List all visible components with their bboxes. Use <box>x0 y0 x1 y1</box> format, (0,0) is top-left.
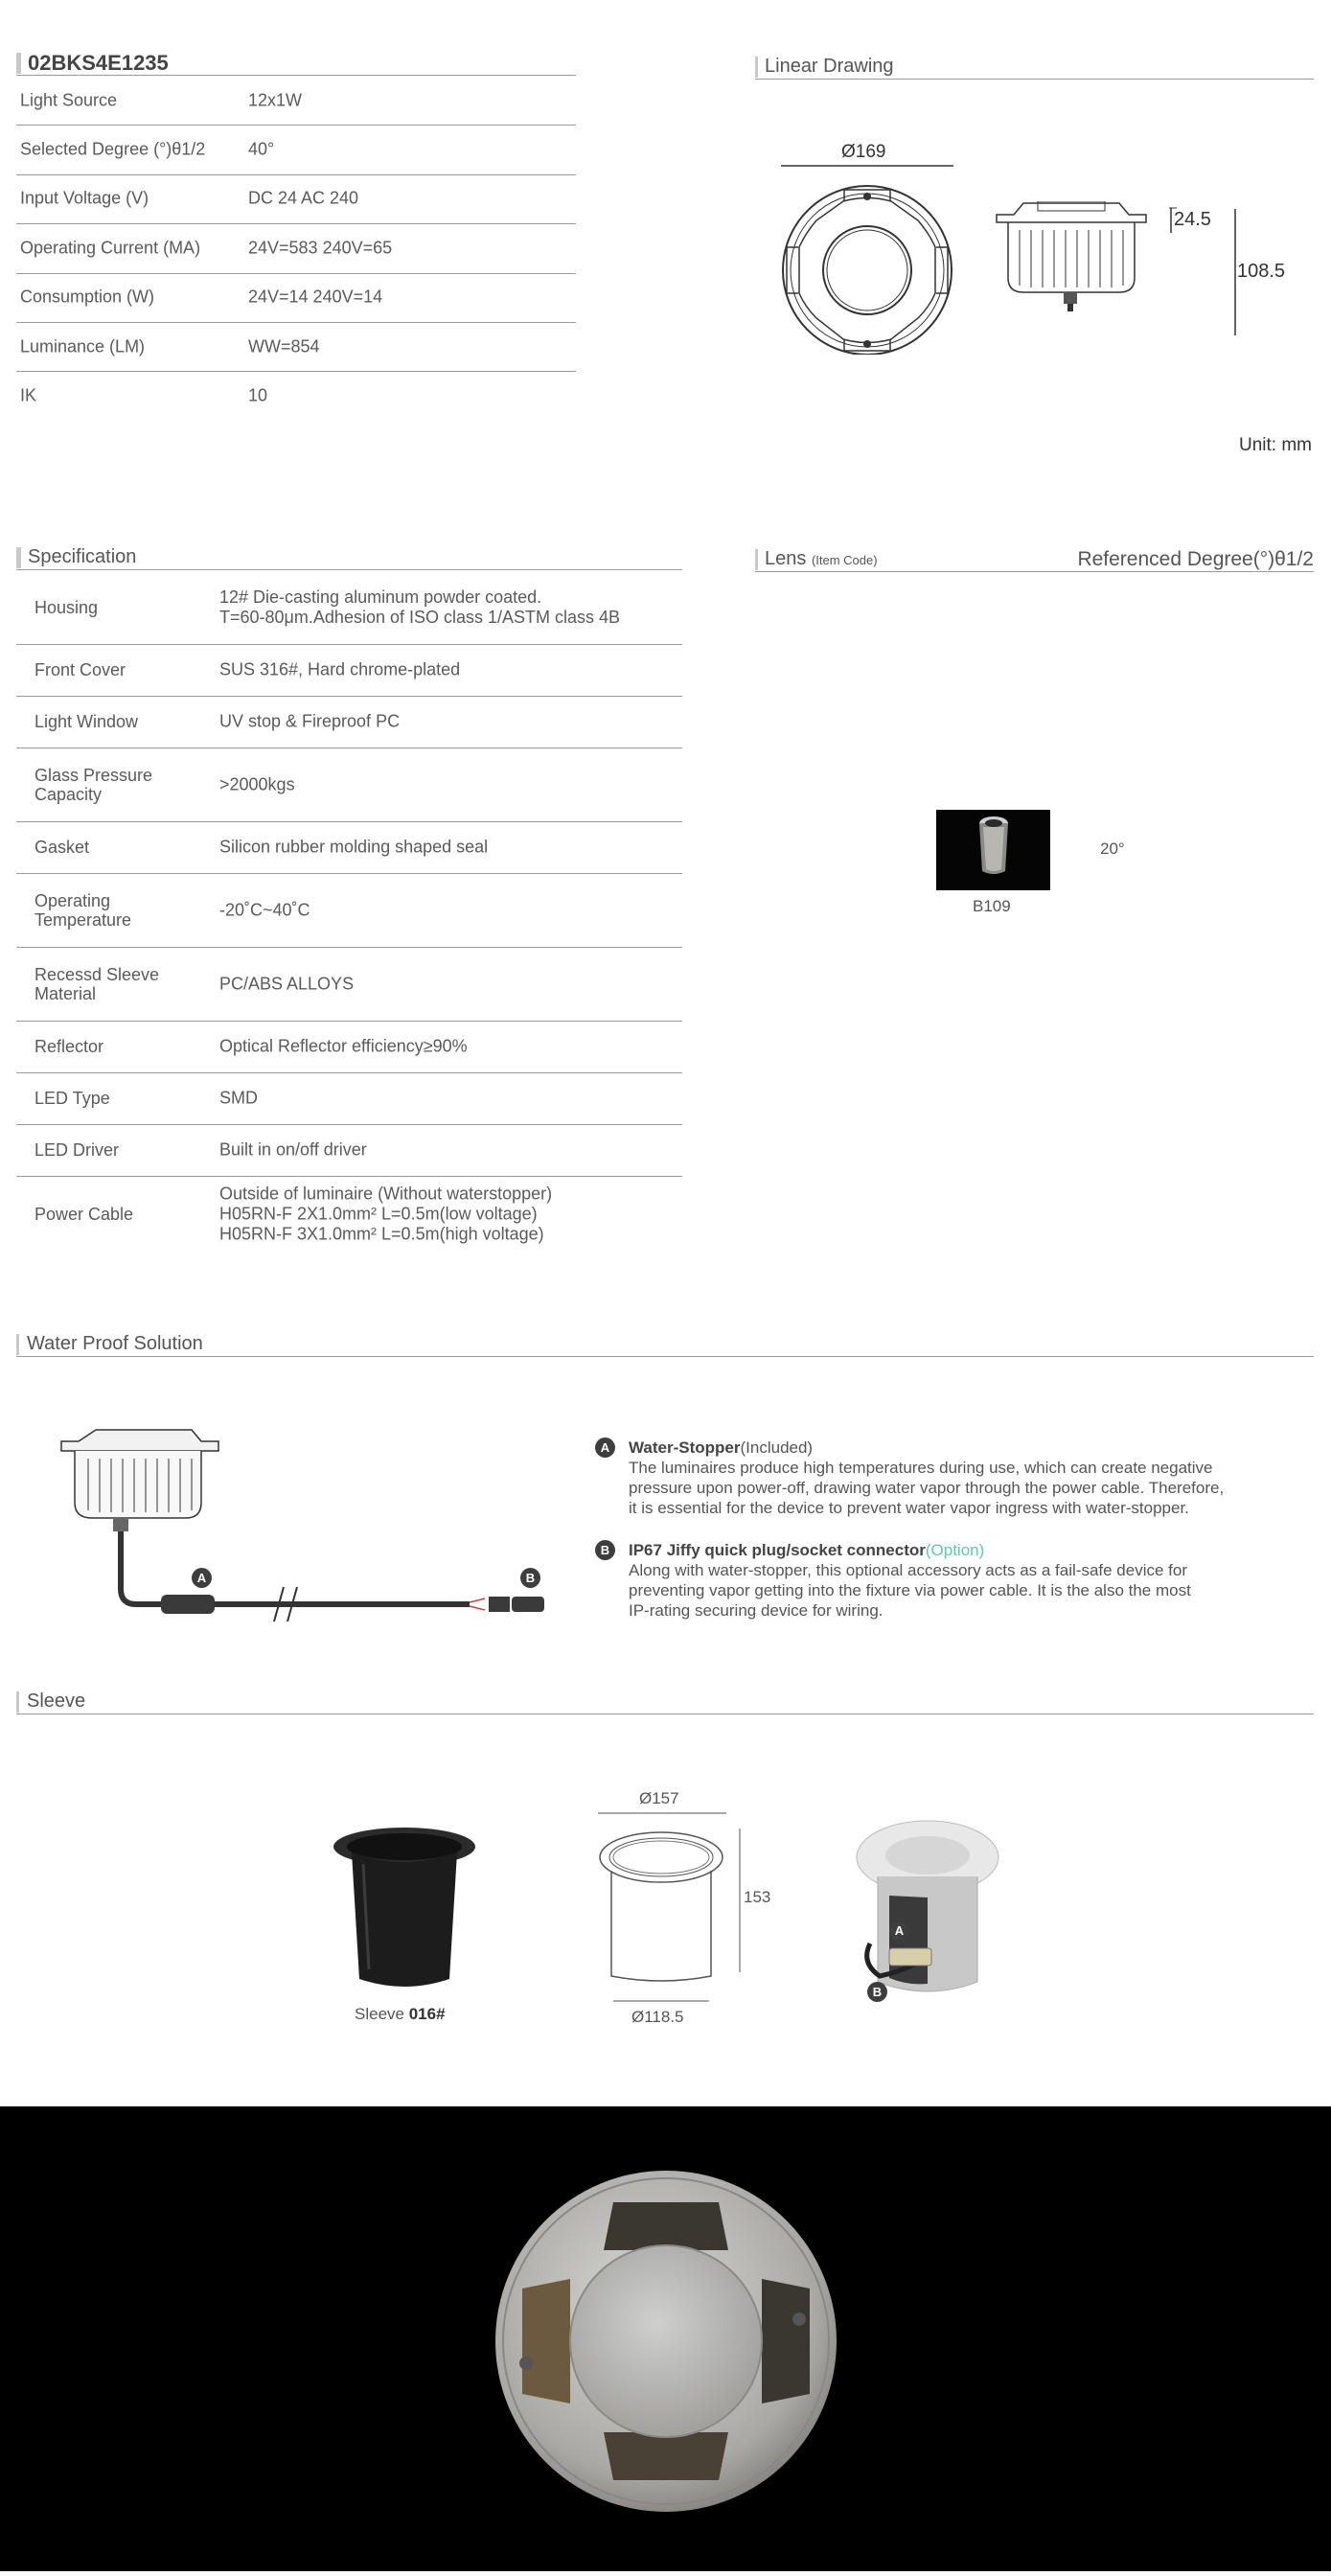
spec-label: IK <box>20 385 37 405</box>
specification-value <box>219 587 620 628</box>
specification-row <box>16 696 682 748</box>
unit-label: Unit: mm <box>1239 435 1312 455</box>
specification-row <box>16 821 682 874</box>
specification-label: Glass Pressure Capacity <box>34 765 153 804</box>
spec-row <box>16 322 576 372</box>
spec-label: Luminance (LM) <box>20 336 146 356</box>
sleeve-drawing <box>594 1811 767 2003</box>
sleeve-header <box>16 1689 1314 1714</box>
connector-line-1: Along with water-stopper, this optional accessory acts as a fail-safe device for <box>629 1561 1188 1579</box>
specification-value <box>219 900 310 920</box>
specification-value <box>219 838 488 858</box>
lens-right-title: Referenced Degree(°)θ1/2 <box>1077 548 1314 570</box>
water-stopper-title: Water-Stopper <box>629 1438 741 1457</box>
spec-label: Input Voltage (V) <box>20 188 149 208</box>
installed-marker-b: B <box>867 1982 887 2002</box>
height-top-label: 24.5 <box>1174 209 1211 230</box>
specification-value <box>219 1037 468 1057</box>
specification-header <box>16 544 682 570</box>
spec-value: 24V=583 240V=65 <box>248 238 393 258</box>
specification-label: Reflector <box>34 1037 104 1056</box>
spec-value: 40° <box>248 139 275 159</box>
top-view-drawing <box>774 163 966 355</box>
header-accent-bar <box>16 547 21 568</box>
specification-label: LED Type <box>34 1089 110 1108</box>
height-total-label: 108.5 <box>1237 261 1286 282</box>
specification-value-line: Outside of luminaire (Without waterstopper) <box>219 1184 553 1204</box>
specification-value <box>219 1089 258 1109</box>
spec-value: 12x1W <box>248 90 303 110</box>
specification-label: Recessd Sleeve Material <box>34 964 160 1003</box>
marker-b-diagram: B <box>520 1568 540 1588</box>
specification-label: Gasket <box>34 838 90 857</box>
spec-value: DC 24 AC 240 <box>248 188 359 208</box>
water-proof-title: Water Proof Solution <box>27 1333 203 1354</box>
product-code: 02BKS4E1235 <box>28 51 169 75</box>
specification-value <box>219 774 295 794</box>
sleeve-caption-prefix: Sleeve <box>355 2005 409 2023</box>
sleeve-caption <box>355 2005 446 2024</box>
specification-value-line: H05RN-F 3X1.0mm² L=0.5m(high voltage) <box>219 1224 544 1244</box>
water-stopper-note <box>595 1438 1285 1518</box>
specification-value <box>219 1140 367 1161</box>
specification-row <box>16 947 682 1022</box>
specification-value-line: Optical Reflector efficiency≥90% <box>219 1036 468 1056</box>
diameter-label: Ø169 <box>841 142 886 162</box>
marker-a: A <box>595 1438 615 1458</box>
lens-title-small: (Item Code) <box>811 553 878 567</box>
spec-label: Selected Degree (°)θ1/2 <box>20 139 206 159</box>
specification-row <box>16 748 682 822</box>
specification-row <box>16 1072 682 1125</box>
specification-value-line: Built in on/off driver <box>219 1139 367 1160</box>
specification-row <box>16 1176 682 1253</box>
lens-degree: 20° <box>1100 840 1125 858</box>
marker-a-diagram: A <box>192 1568 212 1588</box>
basic-spec-table <box>16 76 576 422</box>
specification-value-line: -20˚C~40˚C <box>219 900 310 919</box>
header-accent-bar <box>16 1691 19 1713</box>
marker-b: B <box>595 1540 615 1560</box>
lens-title-group <box>765 548 878 570</box>
water-proof-header <box>16 1331 1314 1357</box>
linear-drawing-title: Linear Drawing <box>765 56 894 77</box>
lens-icon <box>936 810 1050 890</box>
connector-line-3: IP-rating securing device for wiring. <box>629 1601 884 1620</box>
specification-value <box>219 660 460 680</box>
product-photo-band <box>0 2106 1331 2571</box>
spec-row <box>16 125 576 174</box>
sleeve-height: 153 <box>744 1888 771 1906</box>
specification-value-line: 12# Die-casting aluminum powder coated. <box>219 586 542 607</box>
specification-label: Light Window <box>34 712 139 731</box>
specification-row <box>16 1021 682 1073</box>
sleeve-title: Sleeve <box>27 1690 86 1712</box>
specification-label: Housing <box>34 597 99 617</box>
installed-marker-a: A <box>889 1920 909 1941</box>
spec-value: WW=854 <box>248 336 320 356</box>
specification-value-line: >2000kgs <box>219 774 295 794</box>
specification-title: Specification <box>28 546 137 567</box>
spec-row <box>16 273 576 323</box>
sleeve-bottom-diameter: Ø118.5 <box>631 2008 684 2026</box>
lens-image <box>936 810 1050 890</box>
linear-drawing-header <box>755 54 1314 80</box>
connector-note <box>595 1540 1285 1621</box>
product-photo <box>0 2106 1331 2571</box>
specification-row <box>16 570 682 645</box>
water-stopper-line-1: The luminaires produce high temperatures during use, which can create negative <box>629 1459 1213 1477</box>
specification-value-line: PC/ABS ALLOYS <box>219 974 355 993</box>
specification-label: Power Cable <box>34 1205 134 1224</box>
header-accent-bar <box>16 1334 19 1355</box>
water-stopper-line-3: it is essential for the device to prevent water vapor ingress with water-stopper. <box>629 1499 1189 1517</box>
connector-suffix: (Option) <box>925 1541 985 1559</box>
spec-row <box>16 223 576 273</box>
spec-row <box>16 174 576 224</box>
lens-title: Lens <box>765 548 807 569</box>
header-accent-bar <box>755 57 758 78</box>
specification-label: LED Driver <box>34 1140 120 1160</box>
water-stopper-suffix: (Included) <box>740 1438 814 1457</box>
lens-item-code: B109 <box>973 897 1011 915</box>
specification-value-line: Silicon rubber molding shaped seal <box>219 837 489 857</box>
specification-label: Operating Temperature <box>34 890 132 930</box>
specification-value <box>219 712 400 732</box>
sleeve-caption-code: 016# <box>408 2005 446 2023</box>
header-accent-bar <box>755 549 758 570</box>
specification-value-line: UV stop & Fireproof PC <box>219 711 401 731</box>
product-code-header <box>16 50 576 76</box>
header-accent-bar <box>16 53 21 74</box>
spec-value: 24V=14 240V=14 <box>248 287 383 307</box>
specification-row <box>16 873 682 948</box>
specification-value-line: T=60-80μm.Adhesion of ISO class 1/ASTM class 4B <box>219 607 621 627</box>
spec-row <box>16 76 576 126</box>
specification-value <box>219 974 354 994</box>
specification-table <box>16 570 682 1257</box>
specification-row <box>16 644 682 697</box>
water-proof-diagram <box>57 1426 556 1637</box>
specification-value <box>219 1184 552 1245</box>
sleeve-photo <box>331 1826 479 1993</box>
specification-row <box>16 1124 682 1177</box>
sleeve-top-diameter: Ø157 <box>639 1789 679 1807</box>
spec-label: Operating Current (MA) <box>20 238 201 258</box>
spec-label: Consumption (W) <box>20 287 155 307</box>
linear-drawing <box>755 125 1330 355</box>
lens-header <box>755 546 1314 572</box>
side-view-drawing <box>985 201 1177 335</box>
water-stopper-line-2: pressure upon power-off, drawing water vapor through the power cable. Therefore, <box>629 1479 1225 1497</box>
spec-value: 10 <box>248 385 268 405</box>
spec-row <box>16 371 576 420</box>
specification-value-line: SMD <box>219 1088 258 1108</box>
specification-value-line: SUS 316#, Hard chrome-plated <box>219 659 461 679</box>
specification-value-line: H05RN-F 2X1.0mm² L=0.5m(low voltage) <box>219 1204 538 1224</box>
spec-label: Light Source <box>20 90 118 110</box>
connector-title: IP67 Jiffy quick plug/socket connector <box>629 1541 926 1559</box>
specification-label: Front Cover <box>34 660 126 679</box>
connector-line-2: preventing vapor getting into the fixture via power cable. It is the also the most <box>629 1581 1191 1599</box>
